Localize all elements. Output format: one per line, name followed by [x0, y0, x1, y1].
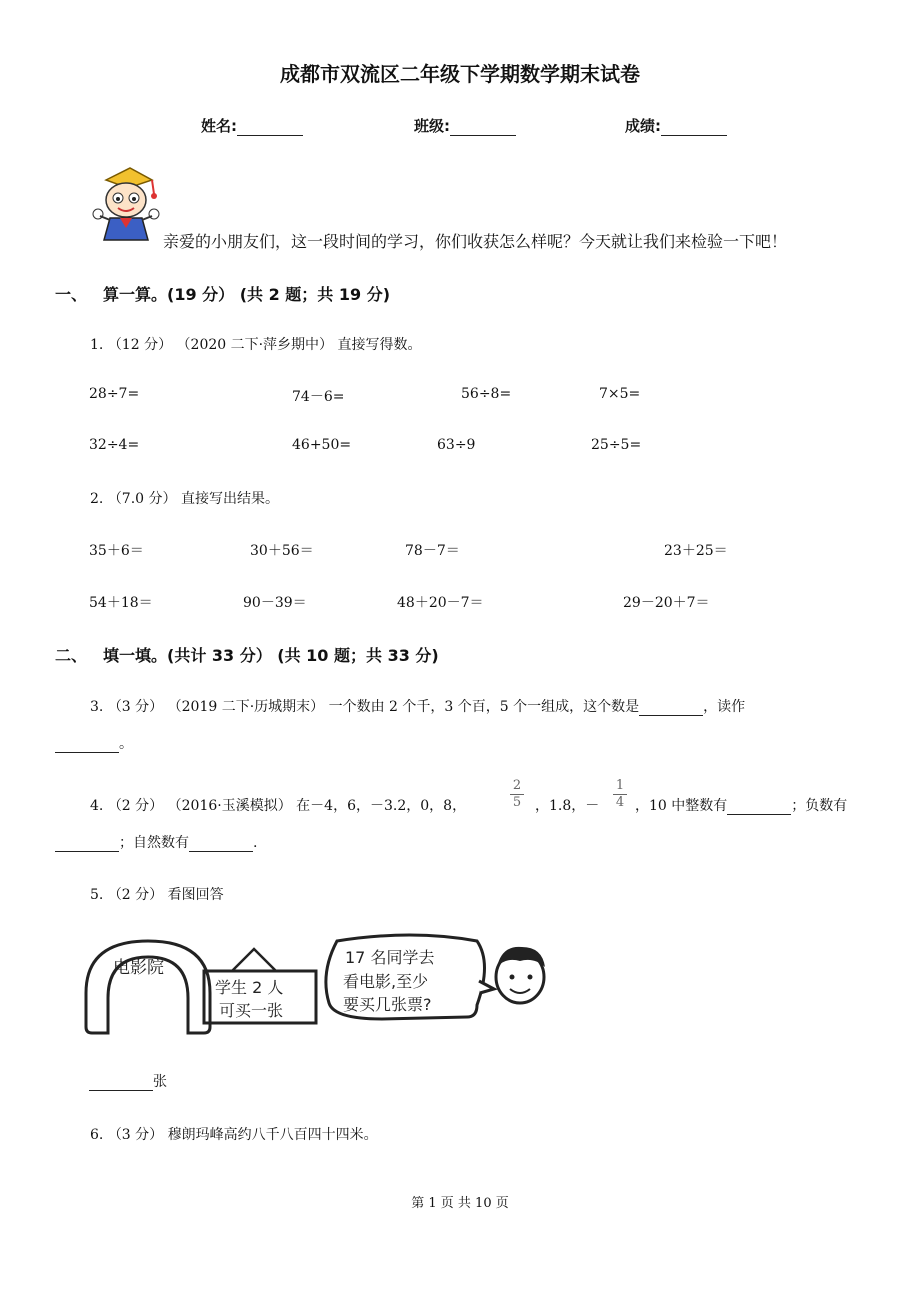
- question-1-header: [90, 334, 422, 354]
- page-footer: 第 1 页 共 10 页: [411, 1196, 509, 1211]
- fraction-numerator: 1: [615, 778, 625, 793]
- q4-score: （2 分）: [107, 798, 164, 814]
- q1-item: 56÷8=: [461, 386, 512, 402]
- q1-item: 74－6=: [292, 389, 345, 405]
- page-title: 成都市双流区二年级下学期数学期末试卷: [280, 62, 640, 86]
- q4-natural-blank[interactable]: [189, 837, 253, 852]
- q1-item: 25÷5=: [591, 437, 642, 453]
- question-4: [90, 795, 466, 815]
- greeting-text: 亲爱的小朋友们，这一段时间的学习，你们收获怎么样呢？今天就让我们来检验一下吧！: [163, 232, 788, 251]
- q2-item: 23＋25＝: [664, 543, 728, 559]
- q5-answer-blank[interactable]: [89, 1076, 153, 1091]
- q3-answer-blank-1[interactable]: [639, 701, 703, 716]
- section-2-title: 填一填。(共计 33 分） (共 10 题；共 33 分): [103, 646, 439, 665]
- section-2-number: 二、: [55, 646, 88, 665]
- q3-source: （2019 二下·历城期末）: [167, 699, 325, 715]
- q1-item: 7×5=: [599, 386, 641, 402]
- q4-negative-label: ；负数有: [791, 798, 848, 814]
- sign-line-1: 学生 2 人: [215, 978, 284, 997]
- q2-text: 直接写出结果。: [180, 491, 279, 507]
- q1-number: 1.: [90, 337, 104, 353]
- q6-number: 6.: [90, 1127, 104, 1143]
- q2-item: 48＋20－7＝: [397, 595, 484, 611]
- cinema-label: 电影院: [113, 958, 164, 978]
- question-4-line-2: [55, 832, 257, 852]
- q2-score: （7.0 分）: [107, 491, 177, 507]
- q2-number: 2.: [90, 491, 104, 507]
- q4-end: .: [253, 835, 258, 851]
- q4-fraction-one-quarter: [613, 779, 627, 810]
- question-3-line-2: [55, 733, 133, 753]
- q4-text-start: 在－4，6，－3.2，0，8，: [296, 798, 467, 814]
- fraction-numerator: 2: [512, 778, 522, 793]
- fraction-denominator: 4: [615, 795, 625, 810]
- boy-face-icon: [496, 947, 545, 1003]
- q1-score: （12 分）: [107, 337, 173, 353]
- q5-number: 5.: [90, 887, 104, 903]
- class-blank[interactable]: [450, 121, 516, 136]
- q4-integer-blank[interactable]: [727, 800, 791, 815]
- bubble-line-2: 看电影,至少: [343, 972, 429, 991]
- q3-score: （3 分）: [107, 699, 164, 715]
- fraction-denominator: 5: [512, 795, 522, 810]
- section-1-number: 一、: [55, 285, 88, 304]
- q5-text: 看图回答: [167, 887, 224, 903]
- sign-line-2: 可买一张: [219, 1001, 284, 1020]
- q5-score: （2 分）: [107, 887, 164, 903]
- question-5-header: [90, 884, 224, 904]
- cinema-arch-icon: [86, 941, 210, 1033]
- section-1-title: 算一算。(19 分） (共 2 题；共 19 分): [103, 285, 391, 304]
- question-6: [90, 1124, 378, 1144]
- q1-item: 32÷4=: [89, 437, 140, 453]
- q2-item: 30＋56＝: [250, 543, 314, 559]
- question-2-header: [90, 488, 279, 508]
- q1-item: 28÷7=: [89, 386, 140, 402]
- q3-end: 。: [119, 736, 133, 752]
- score-label: 成绩:: [625, 117, 661, 135]
- q2-item: 78－7＝: [405, 543, 460, 559]
- q4-negative-blank[interactable]: [55, 837, 119, 852]
- name-label: 姓名:: [201, 117, 237, 135]
- q4-number: 4.: [90, 798, 104, 814]
- q4-source: （2016·玉溪模拟）: [167, 798, 292, 814]
- score-field[interactable]: [625, 115, 727, 136]
- bubble-line-3: 要买几张票?: [343, 995, 432, 1014]
- q1-text: 直接写得数。: [337, 337, 422, 353]
- q4-text-end: ，10 中整数有: [635, 798, 728, 814]
- q5-cinema-illustration: [82, 933, 550, 1039]
- q1-item: 63÷9: [437, 437, 476, 453]
- q2-item: 90－39＝: [243, 595, 307, 611]
- q1-item: 46+50=: [292, 437, 352, 453]
- mascot-doctor-icon: [88, 166, 166, 246]
- q2-item: 54＋18＝: [89, 595, 153, 611]
- score-blank[interactable]: [661, 121, 727, 136]
- q3-answer-blank-2[interactable]: [55, 738, 119, 753]
- q3-after-blank: ，读作: [703, 699, 746, 715]
- bubble-line-1: 17 名同学去: [345, 948, 435, 967]
- name-field[interactable]: [201, 115, 303, 136]
- class-field[interactable]: [414, 115, 516, 136]
- q3-text: 一个数由 2 个千，3 个百，5 个一组成，这个数是: [328, 699, 640, 715]
- q5-unit: 张: [153, 1074, 167, 1090]
- question-3: [90, 696, 745, 716]
- q2-item: 35＋6＝: [89, 543, 144, 559]
- q3-number: 3.: [90, 699, 104, 715]
- q6-score: （3 分）: [107, 1127, 164, 1143]
- q5-answer-line: [89, 1071, 167, 1091]
- q4-natural-label: ；自然数有: [119, 835, 189, 851]
- class-label: 班级:: [414, 117, 450, 135]
- q4-text-mid: ，1.8，－: [535, 798, 600, 814]
- q1-source: （2020 二下·萍乡期中）: [176, 337, 334, 353]
- q4-tail: [635, 795, 847, 815]
- q2-item: 29－20＋7＝: [623, 595, 710, 611]
- q4-fraction-two-fifths: [510, 779, 524, 810]
- q6-text: 穆朗玛峰高约八千八百四十四米。: [167, 1127, 378, 1143]
- name-blank[interactable]: [237, 121, 303, 136]
